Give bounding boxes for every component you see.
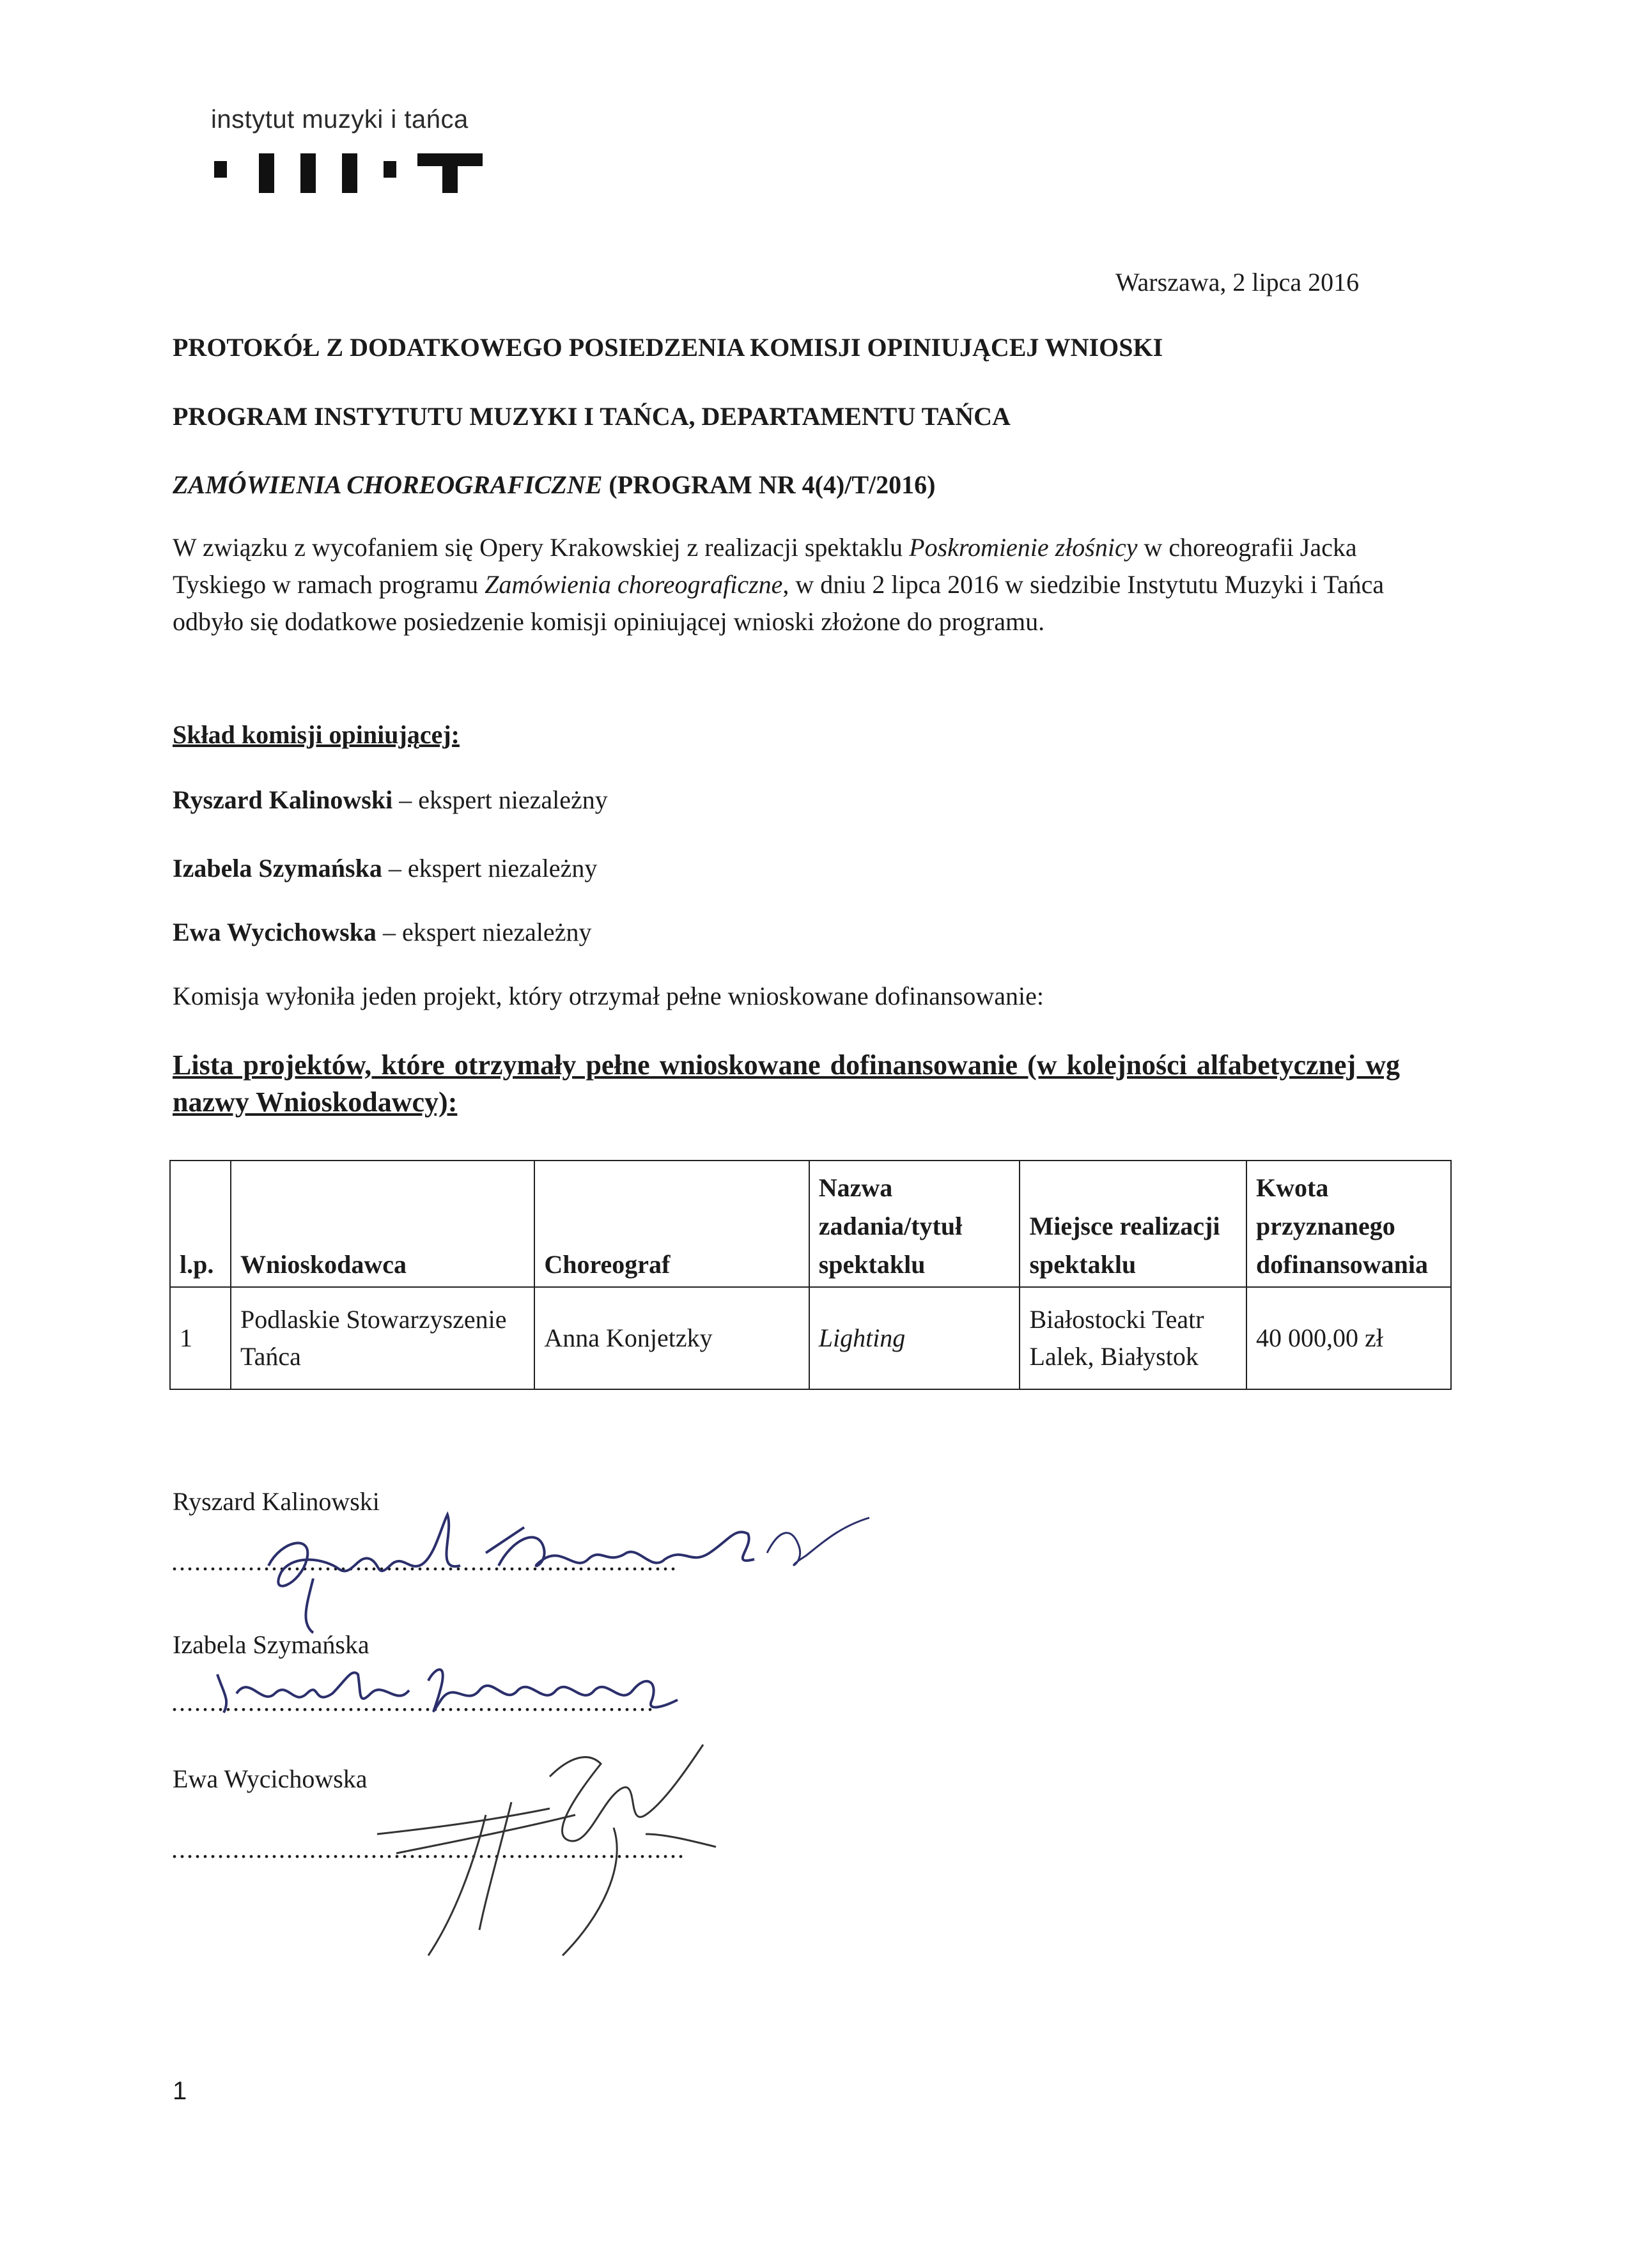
program-number: (PROGRAM NR 4(4)/T/2016) <box>602 470 936 499</box>
selection-statement: Komisja wyłoniła jeden projekt, który otrzymał pełne wnioskowane dofinansowanie: <box>173 982 1044 1010</box>
header-choreographer: Choreograf <box>534 1161 809 1287</box>
committee-member <box>173 785 608 815</box>
signatory-name: Izabela Szymańska <box>173 1630 369 1659</box>
cell-amount: 40 000,00 zł <box>1246 1287 1451 1389</box>
signature-line: .................................................................. <box>171 1547 678 1576</box>
signature-szymanska-icon <box>211 1655 722 1725</box>
intro-text-3: , w dniu 2 lipca 2016 w siedzibie Instytutu Muzyki i Tańca odbyło się dodatkowe posiedzenie komisji opiniującej wnioski złożone do programu. <box>173 570 1385 636</box>
cell-title: Lighting <box>809 1287 1020 1389</box>
member-role: – ekspert niezależny <box>382 854 598 883</box>
header-venue: Miejsce realizacji spektaklu <box>1020 1161 1246 1287</box>
cell-applicant: Podlaskie Stowarzyszenie Tańca <box>231 1287 534 1389</box>
heading-line-2: PROGRAM INSTYTUTU MUZYKI I TAŃCA, DEPARTAMENTU TAŃCA <box>173 402 1011 431</box>
signature-line: ................................................................... <box>171 1835 685 1863</box>
member-name: Ewa Wycichowska <box>173 918 376 946</box>
intro-title-1: Poskromienie złośnicy <box>909 533 1138 562</box>
cell-venue: Białostocki Teatr Lalek, Białystok <box>1020 1287 1246 1389</box>
member-role: – ekspert niezależny <box>392 785 608 814</box>
intro-text-1: W związku z wycofaniem się Opery Krakowskiej z realizacji spektaklu <box>173 533 910 562</box>
member-name: Ryszard Kalinowski <box>173 785 393 814</box>
signatory-name: Ewa Wycichowska <box>173 1764 368 1793</box>
document-date: Warszawa, 2 lipca 2016 <box>1115 268 1360 297</box>
project-list-title: Lista projektów, które otrzymały pełne wnioskowane dofinansowanie (w kolejności alfabetycznej wg nazwy Wnioskodawcy): <box>173 1049 1400 1118</box>
signature-kalinowski-icon <box>243 1489 882 1636</box>
intro-paragraph <box>173 529 1419 640</box>
cell-lp: 1 <box>170 1287 231 1389</box>
page-number: 1 <box>173 2077 187 2105</box>
heading-line-1: PROTOKÓŁ Z DODATKOWEGO POSIEDZENIA KOMISJI OPINIUJĄCEJ WNIOSKI <box>173 333 1163 362</box>
header-applicant: Wnioskodawca <box>231 1161 534 1287</box>
intro-title-2: Zamówienia choreograficzne <box>485 570 783 599</box>
table-row <box>170 1287 1451 1389</box>
header-title: Nazwa zadania/tytuł spektaklu <box>809 1161 1020 1287</box>
program-name: ZAMÓWIENIA CHOREOGRAFICZNE <box>173 470 603 499</box>
institute-logo-icon <box>214 153 483 193</box>
committee-member <box>173 917 591 947</box>
table-header-row <box>170 1161 1451 1287</box>
signatory-name: Ryszard Kalinowski <box>173 1487 380 1516</box>
signature-wycichowska-icon <box>358 1738 741 1968</box>
cell-choreographer: Anna Konjetzky <box>534 1287 809 1389</box>
header-amount: Kwota przyznanego dofinansowania <box>1246 1161 1451 1287</box>
heading-line-3 <box>173 470 935 500</box>
projects-table <box>169 1160 1452 1390</box>
signature-line: ............................................................... <box>171 1688 655 1716</box>
intro-text-2: w choreografii Jacka Tyskiego w ramach programu <box>173 533 1357 599</box>
committee-title: Skład komisji opiniującej: <box>173 720 460 749</box>
member-name: Izabela Szymańska <box>173 854 382 883</box>
logo-text: instytut muzyki i tańca <box>211 105 469 134</box>
header-lp: l.p. <box>170 1161 231 1287</box>
committee-member <box>173 853 597 883</box>
member-role: – ekspert niezależny <box>376 918 592 946</box>
